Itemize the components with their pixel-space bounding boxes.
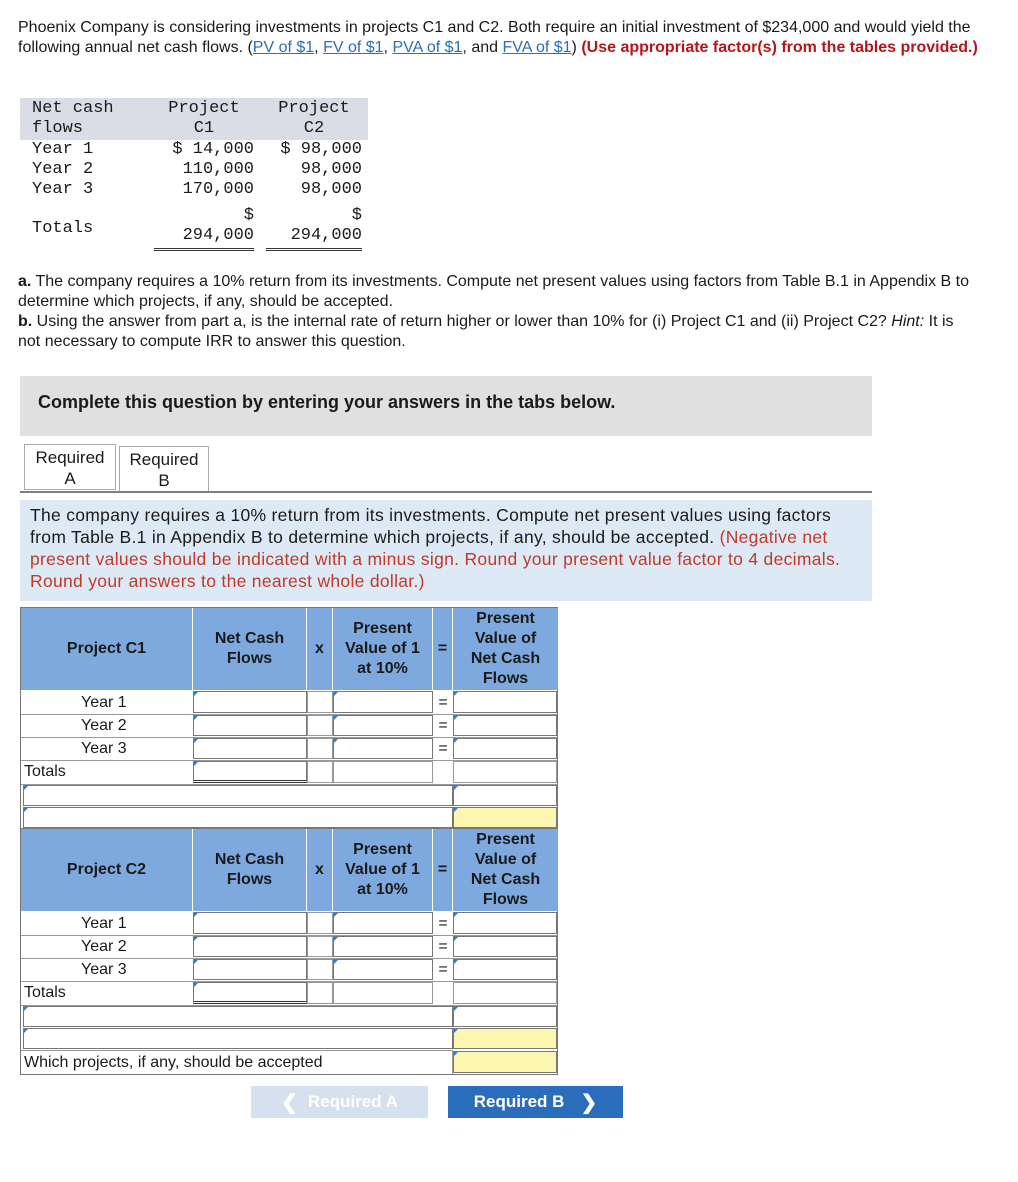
cash-flow-row: Year 2 110,000 98,000 [32, 160, 362, 179]
c2-year3-pv-input[interactable] [453, 959, 557, 980]
tab-required-b[interactable]: Required B [119, 446, 209, 492]
blank-cell [307, 761, 333, 783]
tab-required-a[interactable]: Required A [24, 444, 116, 490]
header-equals: = [433, 829, 453, 911]
row-label-year-2: Year 2 [81, 717, 127, 734]
c1-year3-cash-flow-input[interactable] [193, 738, 307, 759]
c1-year2-pv-factor-input[interactable] [333, 715, 433, 736]
accept-question-label: Which projects, if any, should be accepted [24, 1054, 323, 1071]
row-label-year-1: Year 1 [81, 915, 127, 932]
project-c1-title: Project C1 [21, 608, 193, 690]
equals-sign: = [438, 694, 448, 711]
c2-npv-input[interactable] [453, 1028, 557, 1049]
header-pv-net-cash: Present Value of Net Cash Flows [453, 829, 558, 911]
link-pv-of-1[interactable]: PV of $1 [252, 39, 315, 56]
c2-line-label-input-2[interactable] [23, 1028, 453, 1049]
cash-flow-row: Year 3 170,000 98,000 [32, 180, 362, 199]
equals-sign: = [438, 740, 448, 757]
c2-year2-cash-flow-input[interactable] [193, 936, 307, 957]
cash-flow-totals: Totals $ 294,000 $ 294,000 [20, 206, 368, 250]
row-label-year-2: Year 2 [81, 938, 127, 955]
c2-year3-pv-factor-input[interactable] [333, 959, 433, 980]
c2-year1-pv-factor-input[interactable] [333, 912, 433, 934]
c2-year1-cash-flow-input[interactable] [193, 912, 307, 934]
factor-instruction: (Use appropriate factor(s) from the tables provided.) [581, 39, 978, 56]
header-multiply: x [307, 829, 333, 911]
tab-divider [20, 491, 872, 493]
row-label-year-3: Year 3 [81, 961, 127, 978]
row-label-year-1: Year 1 [81, 694, 127, 711]
link-fva-of-1[interactable]: FVA of $1 [502, 39, 572, 56]
blank-cell [307, 959, 333, 980]
equals-sign: = [438, 938, 448, 955]
header-pv-factor: Present Value of 1 at 10% [333, 829, 433, 911]
c2-line-amount-input-1[interactable] [453, 1006, 557, 1027]
c1-year2-pv-input[interactable] [453, 715, 557, 736]
link-pva-of-1[interactable]: PVA of $1 [392, 39, 463, 56]
c2-line-label-input-1[interactable] [23, 1006, 453, 1027]
c2-year2-pv-factor-input[interactable] [333, 936, 433, 957]
equals-sign: = [438, 717, 448, 734]
accept-question-cell [21, 1050, 453, 1074]
next-required-b-button[interactable]: Required B ❯ [448, 1086, 623, 1118]
c1-year1-cash-flow-input[interactable] [193, 691, 307, 713]
c1-year1-pv-factor-input[interactable] [333, 691, 433, 713]
c1-year2-cash-flow-input[interactable] [193, 715, 307, 736]
header-pv-net-cash: Present Value of Net Cash Flows [453, 608, 558, 690]
c1-year3-pv-input[interactable] [453, 738, 557, 759]
header-equals: = [433, 608, 453, 690]
blank-cell [453, 761, 557, 783]
row-label-totals: Totals [24, 763, 66, 780]
header-pv-factor: Present Value of 1 at 10% [333, 608, 433, 690]
project-c1-table [20, 607, 558, 829]
c1-total-cash-flow-input[interactable] [193, 761, 307, 783]
c1-year3-pv-factor-input[interactable] [333, 738, 433, 759]
c2-total-cash-flow-input[interactable] [193, 982, 307, 1004]
equals-sign: = [438, 961, 448, 978]
c1-line-label-input-2[interactable] [23, 807, 453, 828]
prev-required-a-button[interactable]: ❮ Required A [251, 1086, 428, 1118]
blank-cell [307, 715, 333, 736]
blank-cell [307, 936, 333, 957]
blank-cell [307, 982, 333, 1004]
tab-instructions: The company requires a 10% return from its investments. Compute net present values using factors from Table B.1 in Appendix B to determine which projects, if any, should be accepted. (Negative net present values should be indicated with a minus sign. Round your present value factor to 4 decimals. Round your answers to the nearest whole dollar.) [20, 500, 872, 601]
blank-cell [307, 738, 333, 759]
accept-projects-select[interactable] [453, 1051, 557, 1073]
c1-year1-pv-input[interactable] [453, 691, 557, 713]
header-net-cash-flows: Net Cash Flows [193, 608, 307, 690]
blank-cell [333, 982, 433, 1004]
header-multiply: x [307, 608, 333, 690]
c2-year2-pv-input[interactable] [453, 936, 557, 957]
question-parts: a. The company requires a 10% return from its investments. Compute net present values using factors from Table B.1 in Appendix B to determine which projects, if any, should be accepted. b. Using the answer from part a, is the internal rate of return higher or lower than 10% for (i) Project C1 and (ii) Project C2? Hint: It is not necessary to compute IRR to answer this question. [18, 273, 970, 350]
chevron-right-icon: ❯ [580, 1091, 598, 1114]
c1-npv-input[interactable] [453, 807, 557, 828]
blank-cell [333, 761, 433, 783]
header-net-cash-flows: Net Cash Flows [193, 829, 307, 911]
blank-cell [307, 691, 333, 713]
c2-year3-cash-flow-input[interactable] [193, 959, 307, 980]
project-c2-title: Project C2 [21, 829, 193, 911]
c1-line-label-input-1[interactable] [23, 785, 453, 806]
row-label-totals: Totals [24, 984, 66, 1001]
row-label-year-3: Year 3 [81, 740, 127, 757]
equals-sign: = [438, 915, 448, 932]
problem-intro: Phoenix Company is considering investments in projects C1 and C2. Both require an initial investment of $234,000 and would yield the following annual net cash flows. (PV of $1, FV of $1, PVA of $1, and FVA of $1) (Use appropriate factor(s) from the tables provided.) [18, 19, 978, 56]
c2-year1-pv-input[interactable] [453, 912, 557, 934]
c1-line-amount-input-1[interactable] [453, 785, 557, 806]
chevron-left-icon: ❮ [281, 1091, 298, 1114]
link-fv-of-1[interactable]: FV of $1 [323, 39, 384, 56]
cash-flow-table: Net cash flows Project C1 Project C2 Year 1 $ 14,000 $ 98,000 Year 2 110,000 98,000 Year 3 170,000 98,000 Totals $ 294,000 $ 294,000 [20, 98, 368, 250]
instruction-banner: Complete this question by entering your answers in the tabs below. [20, 376, 872, 436]
project-c2-table [20, 829, 558, 1075]
cash-flow-row: Year 1 $ 14,000 $ 98,000 [32, 140, 362, 159]
blank-cell [453, 982, 557, 1004]
blank-cell [307, 912, 333, 934]
